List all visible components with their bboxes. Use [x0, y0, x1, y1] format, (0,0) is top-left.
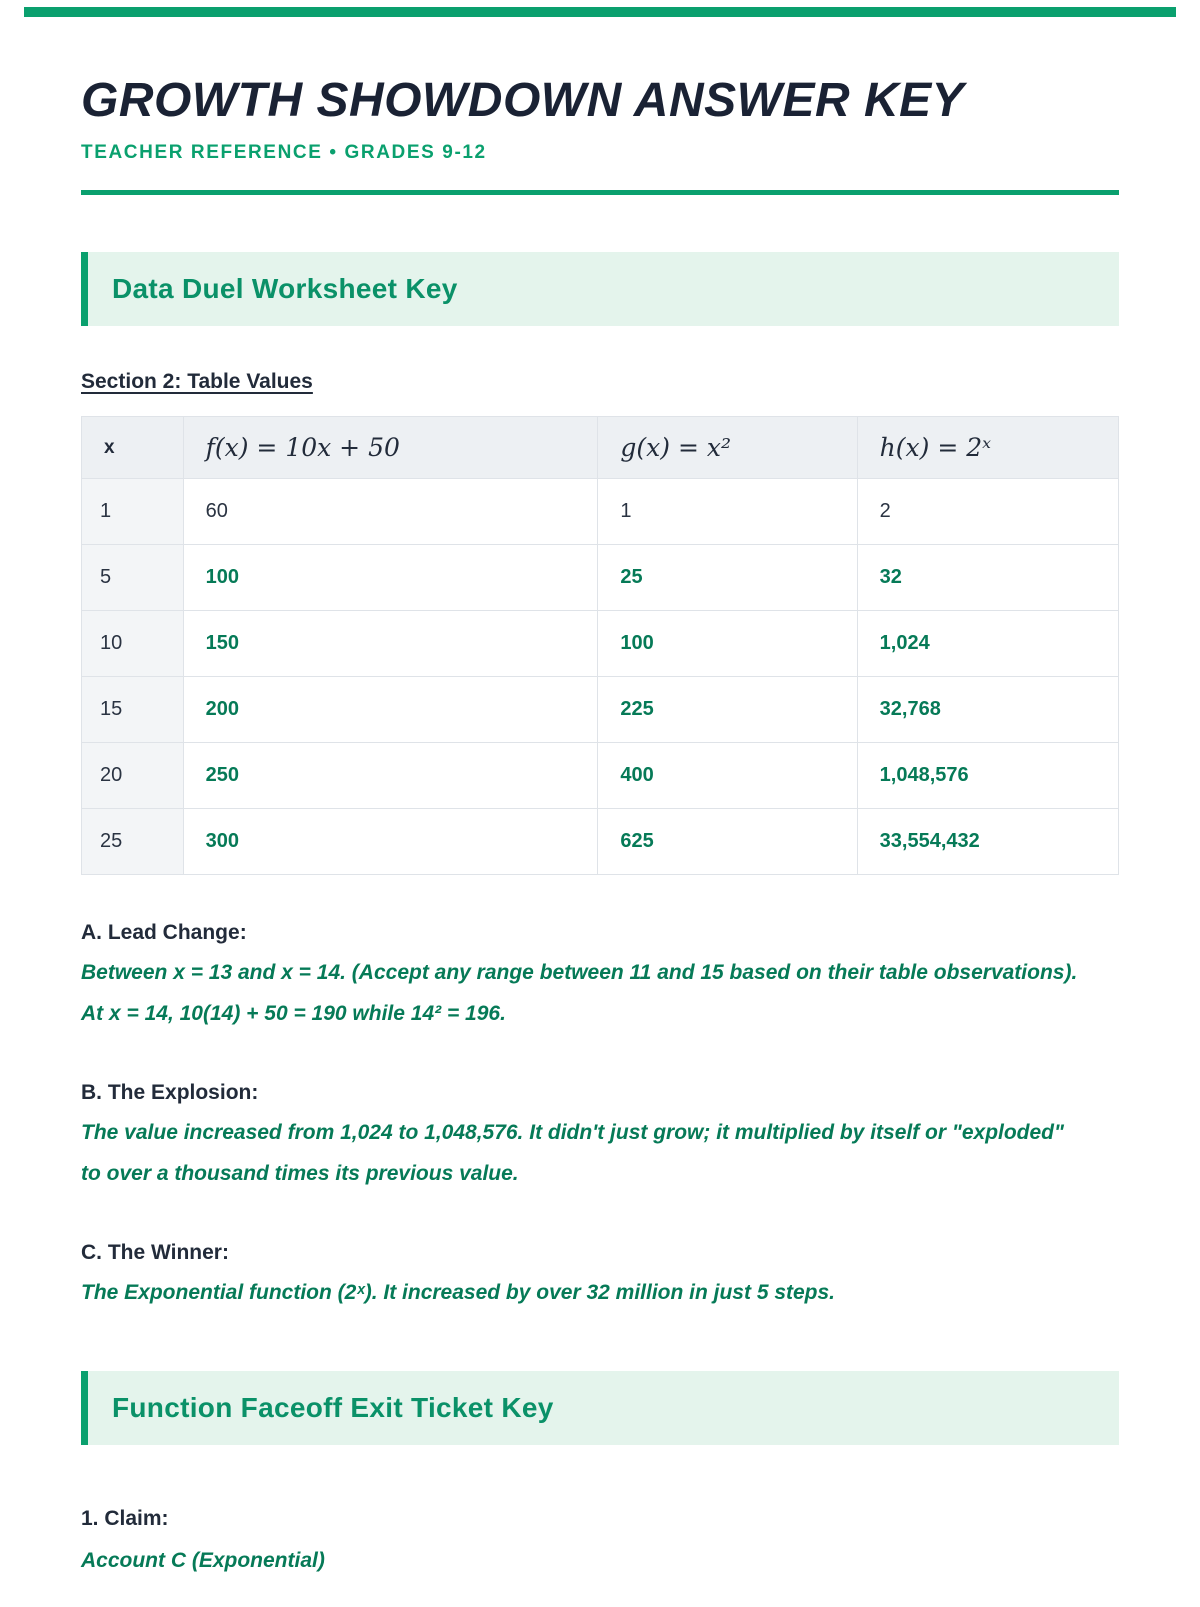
table-head [82, 417, 1119, 479]
cell-h: 33,554,432 [857, 809, 1118, 875]
cell-x: 5 [82, 545, 184, 611]
cell-x: 1 [82, 479, 184, 545]
cell-h: 32 [857, 545, 1118, 611]
cell-f: 60 [183, 479, 598, 545]
claim-answer: Account C (Exponential) [81, 1548, 325, 1572]
cell-x: 25 [82, 809, 184, 875]
answer-label-c: C. The Winner: [81, 1240, 229, 1264]
cell-g: 225 [598, 677, 857, 743]
section-banner-exit-ticket [81, 1371, 1119, 1445]
answer-label-b: B. The Explosion: [81, 1080, 259, 1104]
claim-block [81, 1507, 1119, 1582]
cell-f: 100 [183, 545, 598, 611]
answer-block-b [81, 1081, 1119, 1195]
answer-text-a: Between x = 13 and x = 14. (Accept any range between 11 and 15 based on their table observations). At x = 14, 10(14) + 50 = 190 while 14² = 196. [81, 961, 1078, 1025]
values-table [81, 416, 1119, 875]
answer-text-b: The value increased from 1,024 to 1,048,576. It didn't just grow; it multiplied by itself or "exploded" to over a thousand times its previous value. [81, 1120, 1064, 1185]
section-banner-data-duel [81, 252, 1119, 326]
answer-key-page [0, 7, 1200, 1582]
table-row [82, 479, 1119, 545]
answer-block-a [81, 921, 1119, 1035]
cell-h: 32,768 [857, 677, 1118, 743]
cell-h: 1,048,576 [857, 743, 1118, 809]
cell-g: 25 [598, 545, 857, 611]
col-header-x: x [82, 417, 184, 479]
cell-f: 250 [183, 743, 598, 809]
top-accent-bar [24, 7, 1176, 17]
page-title: GROWTH SHOWDOWN ANSWER KEY [81, 74, 965, 127]
cell-x: 20 [82, 743, 184, 809]
table-row [82, 611, 1119, 677]
col-header-g: g(x) = x² [598, 417, 857, 479]
table-row [82, 677, 1119, 743]
page-content [0, 73, 1200, 1582]
cell-f: 150 [183, 611, 598, 677]
cell-h: 1,024 [857, 611, 1118, 677]
claim-label: 1. Claim: [81, 1506, 169, 1530]
table-body [82, 479, 1119, 875]
page-header [81, 73, 1119, 195]
table-header-row [82, 417, 1119, 479]
cell-f: 200 [183, 677, 598, 743]
table-row [82, 809, 1119, 875]
section-data-duel-key [81, 252, 1119, 1314]
page-subtitle: TEACHER REFERENCE • GRADES 9-12 [81, 142, 487, 163]
table-row [82, 545, 1119, 611]
answer-label-a: A. Lead Change: [81, 921, 247, 944]
table-section-label: Section 2: Table Values [81, 370, 313, 393]
section-exit-ticket-key [81, 1371, 1119, 1582]
section-heading: Function Faceoff Exit Ticket Key [112, 1391, 554, 1423]
cell-g: 400 [598, 743, 857, 809]
section-heading: Data Duel Worksheet Key [112, 273, 458, 304]
answer-text-c: The Exponential function (2ˣ). It increased by over 32 million in just 5 steps. [81, 1280, 836, 1304]
col-header-h: h(x) = 2ˣ [857, 417, 1118, 479]
cell-g: 100 [598, 611, 857, 677]
cell-x: 10 [82, 611, 184, 677]
cell-x: 15 [82, 677, 184, 743]
cell-f: 300 [183, 809, 598, 875]
answer-block-c [81, 1241, 1119, 1314]
col-header-f: f(x) = 10x + 50 [183, 417, 598, 479]
table-row [82, 743, 1119, 809]
header-divider [81, 190, 1119, 195]
cell-g: 625 [598, 809, 857, 875]
cell-g: 1 [598, 479, 857, 545]
cell-h: 2 [857, 479, 1118, 545]
